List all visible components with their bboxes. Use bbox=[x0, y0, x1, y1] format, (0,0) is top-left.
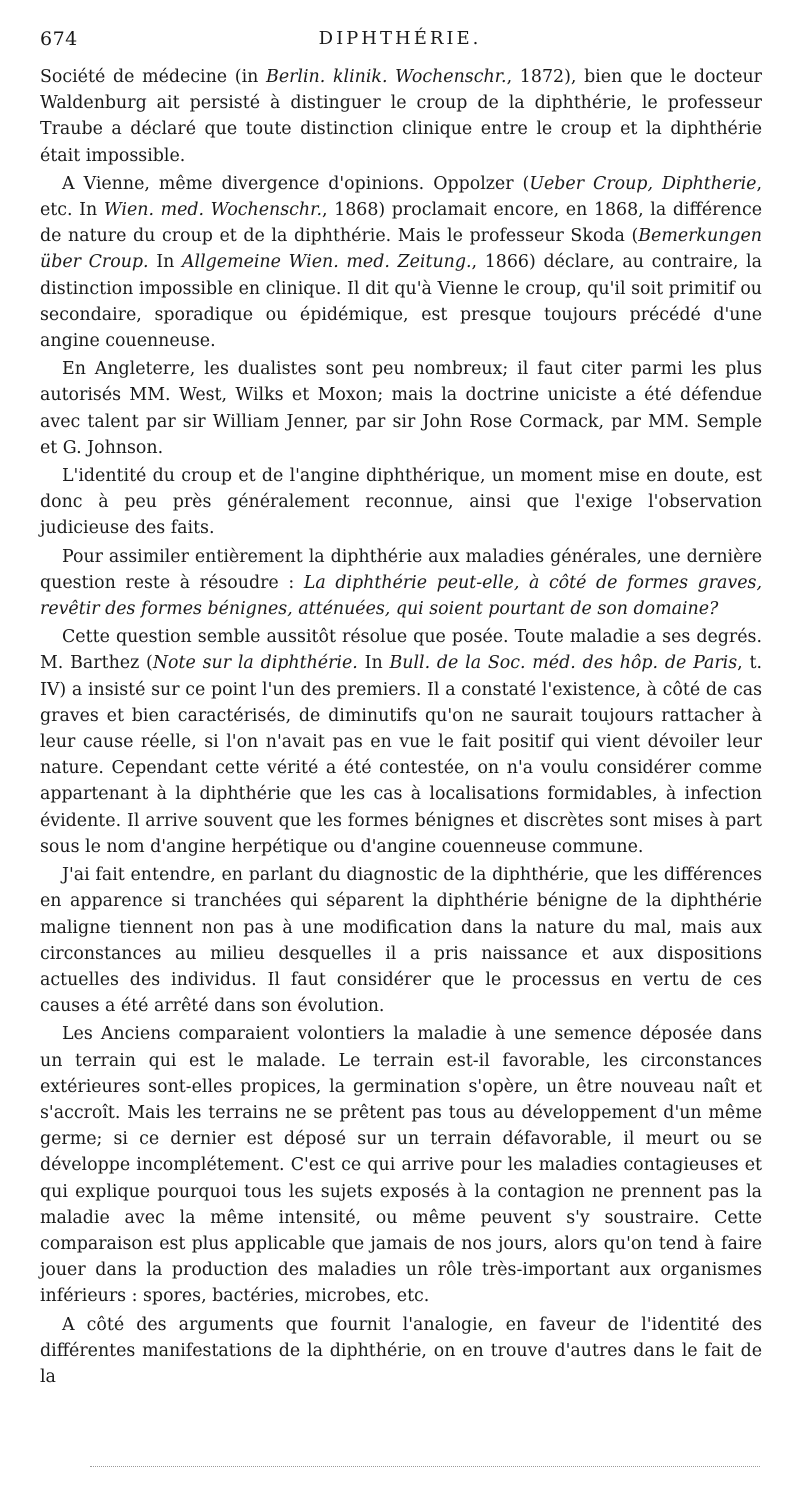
paragraph-3 bbox=[40, 356, 762, 461]
footer-dotted-rule bbox=[90, 1466, 760, 1467]
paragraph-7 bbox=[40, 862, 762, 1019]
text-run: In bbox=[357, 653, 390, 674]
paragraph-6 bbox=[40, 624, 762, 860]
citation-title: Wien. med. Wochenschr. bbox=[103, 200, 323, 221]
page-number: 674 bbox=[40, 28, 78, 50]
paragraph-9 bbox=[40, 1312, 762, 1391]
emphasized-question: La diphthérie peut-elle, à côté de formes graves, revêtir des formes bénignes, atténuées, qui soient pourtant de son domaine? bbox=[40, 572, 762, 620]
citation-title: Berlin. klinik. Wochenschr. bbox=[266, 67, 507, 87]
text-run: Les Anciens comparaient volontiers la maladie à une semence déposée dans un terrain qui est le malade. Le terrain est-il favorable, les circonstances extérieures sont-elles propices, la germination s'opère, un être nouveau naît et s'accroît. Mais les terrains ne se prêtent pas tous au développement d'un même germe; si ce dernier est déposé sur un terrain défavorable, il meurt ou se développe incomplétement. C'est ce qui arrive pour les maladies contagieuses et qui explique pourquoi tous les sujets exposés à la contagion ne prennent pas la maladie avec la même intensité, ou même peuvent s'y soustraire. Cette comparaison est plus applicable que jamais de nos jours, alors qu'on tend à faire jouer dans la production des maladies un rôle très-important aux organismes inférieurs : spores, bactéries, microbes, etc. bbox=[40, 1024, 762, 1307]
text-run: En Angleterre, les dualistes sont peu nombreux; il faut citer parmi les plus autorisés MM. West, Wilks et Moxon; mais la doctrine uniciste a été défendue avec talent par sir William Jenner, par sir John Rose Cormack, par MM. Semple et G. Johnson. bbox=[40, 359, 762, 458]
text-run: , 1868) proclamait encore, en 1868, la différence de nature du croup et de la diphthérie. Mais le professeur Skoda ( bbox=[40, 200, 762, 247]
text-run: , 1866) déclare, au contraire, la distinction impossible en clinique. Il dit qu'à Vienne le croup, qu'il soit primitif ou secondaire, sporadique ou épidémique, est presque toujours précédé d'une angine couenneuse. bbox=[40, 252, 762, 352]
citation-title: Note sur la diphthérie. bbox=[152, 653, 358, 674]
citation-title: Bull. de la Soc. méd. des hôp. de Paris bbox=[389, 653, 738, 674]
paragraph-2 bbox=[40, 171, 762, 354]
text-run: A Vienne, même divergence d'opinions. Oppolzer ( bbox=[62, 173, 530, 194]
text-run: In bbox=[148, 252, 182, 273]
text-run: L'identité du croup et de l'angine diphthérique, un moment mise en doute, est donc à peu près généralement reconnue, ainsi que l'exige l'observation judicieuse des faits. bbox=[40, 466, 762, 539]
body-text bbox=[40, 64, 762, 1390]
text-run: , etc. In bbox=[40, 173, 762, 221]
text-run: J'ai fait entendre, en parlant du diagnostic de la diphthérie, que les différences en apparence si tranchées qui séparent la diphthérie bénigne de la diphthérie maligne tiennent non pas à une modification dans la nature du mal, mais aux circonstances au milieu desquelles il a pris naissance et aux dispositions actuelles des individus. Il faut considérer que le processus en vertu de ces causes a été arrêté dans son évolution. bbox=[40, 865, 762, 1017]
text-run: , t. IV) a insisté sur ce point l'un des premiers. Il a constaté l'existence, à côté de cas graves et bien caractérisés, de diminutifs qu'on ne saurait toujours rattacher à leur cause réelle, si l'on n'avait pas en vue le fait positif qui vient dévoiler leur nature. Cependant cette vérité a été contestée, on n'a voulu considérer comme appartenant à la diphthérie que les cas à localisations formidables, à infection évidente. Il arrive souvent que les formes bénignes et discrètes sont mises à part sous le nom d'angine herpétique ou d'angine couenneuse commune. bbox=[40, 653, 763, 857]
citation-title: Ueber Croup, Diphtherie bbox=[529, 173, 757, 194]
text-run: Cette question semble aussitôt résolue que posée. Toute maladie a ses degrés. M. Barthez ( bbox=[40, 627, 762, 674]
paragraph-5 bbox=[40, 544, 762, 623]
page-header bbox=[40, 28, 760, 58]
citation-title: Bemerkungen über Croup. bbox=[40, 226, 762, 273]
paragraph-4 bbox=[40, 463, 762, 542]
text-run: Pour assimiler entièrement la diphthérie aux maladies générales, une dernière question reste à résoudre : bbox=[40, 546, 762, 593]
text-run: A côté des arguments que fournit l'analogie, en faveur de l'identité des différentes manifestations de la diphthérie, on en trouve d'autres dans le fait de la bbox=[40, 1314, 762, 1387]
paragraph-8 bbox=[40, 1021, 762, 1309]
text-run: , 1872), bien que le docteur Waldenburg ait persisté à distinguer le croup de la diphthérie, le professeur Traube a déclaré que toute distinction clinique entre le croup et la diphthérie était impossible. bbox=[40, 67, 762, 166]
citation-title: Allgemeine Wien. med. Zeitung. bbox=[181, 252, 472, 273]
paragraph-1 bbox=[40, 64, 762, 169]
running-title: DIPHTHÉRIE. bbox=[318, 28, 482, 49]
text-run: Société de médecine (in bbox=[40, 67, 267, 87]
